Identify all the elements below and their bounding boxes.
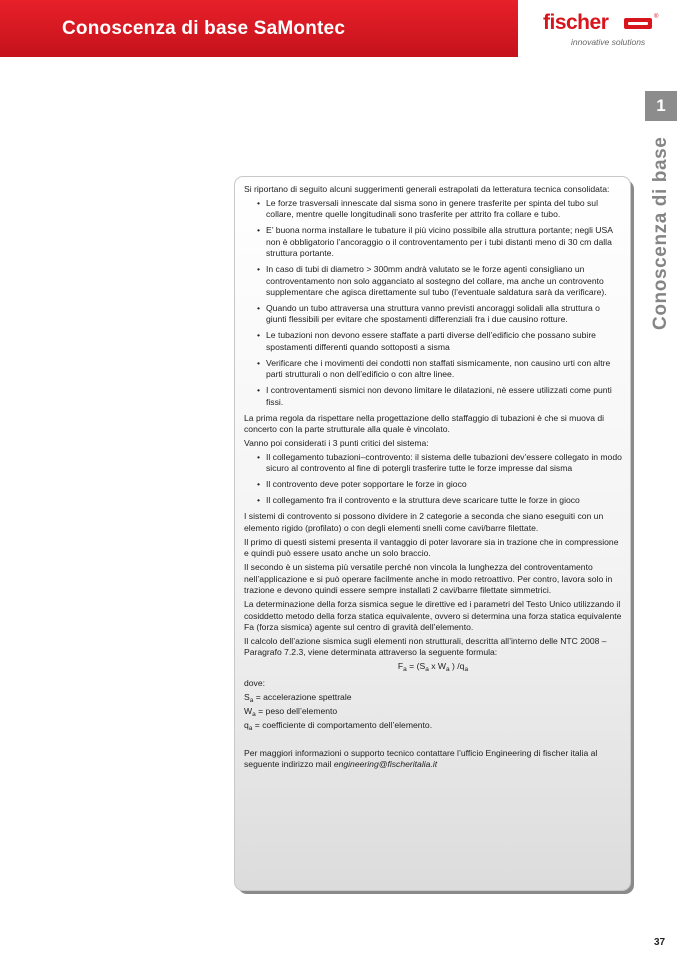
critical-intro: Vanno poi considerati i 3 punti critici del sistema: [244,438,429,449]
list-item: • I controventamenti sismici non devono limitare le dilatazioni, nè essere utilizzati come punti fissi. [257,385,612,407]
bullet-icon: • [257,330,261,341]
fischer-logo [518,0,677,57]
bullet-icon: • [257,264,261,275]
list-item: • E’ buona norma installare le tubature il più vicino possibile alla struttura portante; negli USA non è obbligatorio l’ancoraggio o il controventamento per i tubi distanti meno di 30 cm dalla struttura portante. [257,225,613,259]
critical-points-list [244,452,622,507]
logo-registered-mark: ® [654,14,659,20]
list-item: • Quando un tubo attraversa una struttura vanno previsti ancoraggi solidali alla struttura o giunti flessibili per evitare che spostamenti differenziali fra i due causino rotture. [257,303,600,325]
definition-item: $W_a$ = peso dell’elemento [244,705,338,718]
first-system-paragraph: Il primo di questi sistemi presenta il vantaggio di poter lavorare sia in trazione che in compressione e quindi può essere usato anche un solo braccio. [244,536,619,559]
where-label: dove: [244,677,266,688]
info-box [234,176,631,891]
header-red-bar [0,0,518,57]
bullet-icon: • [257,198,261,208]
bullet-icon: • [257,357,261,368]
list-item: • Il collegamento fra il controvento e la struttura deve scaricare tutte le forze in gioco [257,495,580,506]
page-header [0,0,677,57]
list-item: • Verificare che i movimenti dei condotti non staffati sismicamente, non causino urti con altre parti strutturali o non dell’edificio o con altre linee. [257,357,611,380]
contact-email-link[interactable]: engineering@fischeritalia.it [333,759,438,770]
definition-item: $S_a$ = accelerazione spettrale [244,691,352,704]
intro-paragraph: Si riportano di seguito alcuni suggerimenti generali estrapolati da letteratura tecnica consolidata: [244,184,610,194]
bullet-icon: • [257,225,261,236]
contact-paragraph: Per maggiori informazioni o supporto tecnico contattare l’ufficio Engineering di fischer italia al seguente indirizzo mail engineering@fischeritalia.it [244,747,598,770]
list-item: • In caso di tubi di diametro > 300mm andrà valutato se le forze agenti consigliano un controventamento non solo agganciato al sostegno del collare, ma anche un controvento supplementare che agisca direttamente sul tubo (l’eventuale saldatura sarà da verificare). [257,264,607,298]
second-system-paragraph: Il secondo è un sistema più versatile perché non vincola la lunghezza del controventamento nell’applicazione e si può operare facilmente anche in modo retroattivo. Per contro, lavora solo in trazione e devono quindi essere sempre installati 2 cavi/barre filettate simmetrici. [244,562,613,596]
determination-paragraph: La determinazione della forza sismica segue le direttive ed i parametri del Testo Unico utilizzando il cosiddetto metodo della forza statica equivalente, ovvero si determina una forza statica equivalente Fa (forza sismica) agente sul centro di gravità dell’elemento. [244,599,622,632]
list-item: • Il collegamento tubazioni–controvento: il sistema delle tubazioni dev’essere collegato in modo sicuro al controvento al fine di potergli trasferire tutte le forze impresse dal sisma [257,452,622,474]
list-item: • Il controvento deve poter sopportare le forze in gioco [257,479,467,490]
calculation-paragraph: Il calcolo dell’azione sismica sugli elementi non strutturali, descritta all’interno delle NTC 2008 – Paragrafo 7.2.3, viene determinata attraverso la seguente formula: [244,635,607,658]
definition-item: $q_a$ = coefficiente di comportamento dell’elemento. [244,719,433,732]
bullet-icon: • [257,479,261,490]
rule-paragraph: La prima regola da rispettare nella progettazione dello staffaggio di tubazioni è che si muova di concerto con la parte strutturale alla quale è vincolato. [244,412,605,435]
bullet-icon: • [257,385,261,396]
bullet-icon: • [257,495,261,506]
logo-wordmark: fischer [543,11,609,34]
categories-paragraph: I sistemi di controvento si possono dividere in 2 categorie a seconda che siano eseguiti con un elemento rigido (profilato) o con degli elementi snelli come cavi/barre filettate. [244,511,604,533]
chapter-number-tab: 1 [645,91,677,121]
list-item: • Le forze trasversali innescate dal sisma sono in genere trasferite per spinta del tubo sul collare, mentre quelle longitudinali sono trasferite per attrito fra collare e tubo. [257,198,598,220]
page-title: Conoscenza di base SaMontec [62,18,346,39]
bullet-icon: • [257,303,261,314]
logo-tagline: innovative solutions [571,37,646,47]
info-box-content [244,184,622,773]
list-item: • Le tubazioni non devono essere staffate a parti diverse dell’edificio che possano subire spostamenti differenti quando sottoposti a sisma [257,330,596,352]
chapter-label: Conoscenza di base [650,136,671,330]
seismic-force-formula: $F_a = (S_a$ x $W_a$ ) $/q_a$ [397,661,469,674]
suggestions-list [244,198,622,408]
logo-plug-icon [624,18,652,29]
bullet-icon: • [257,452,261,463]
page-number: 37 [654,937,666,948]
